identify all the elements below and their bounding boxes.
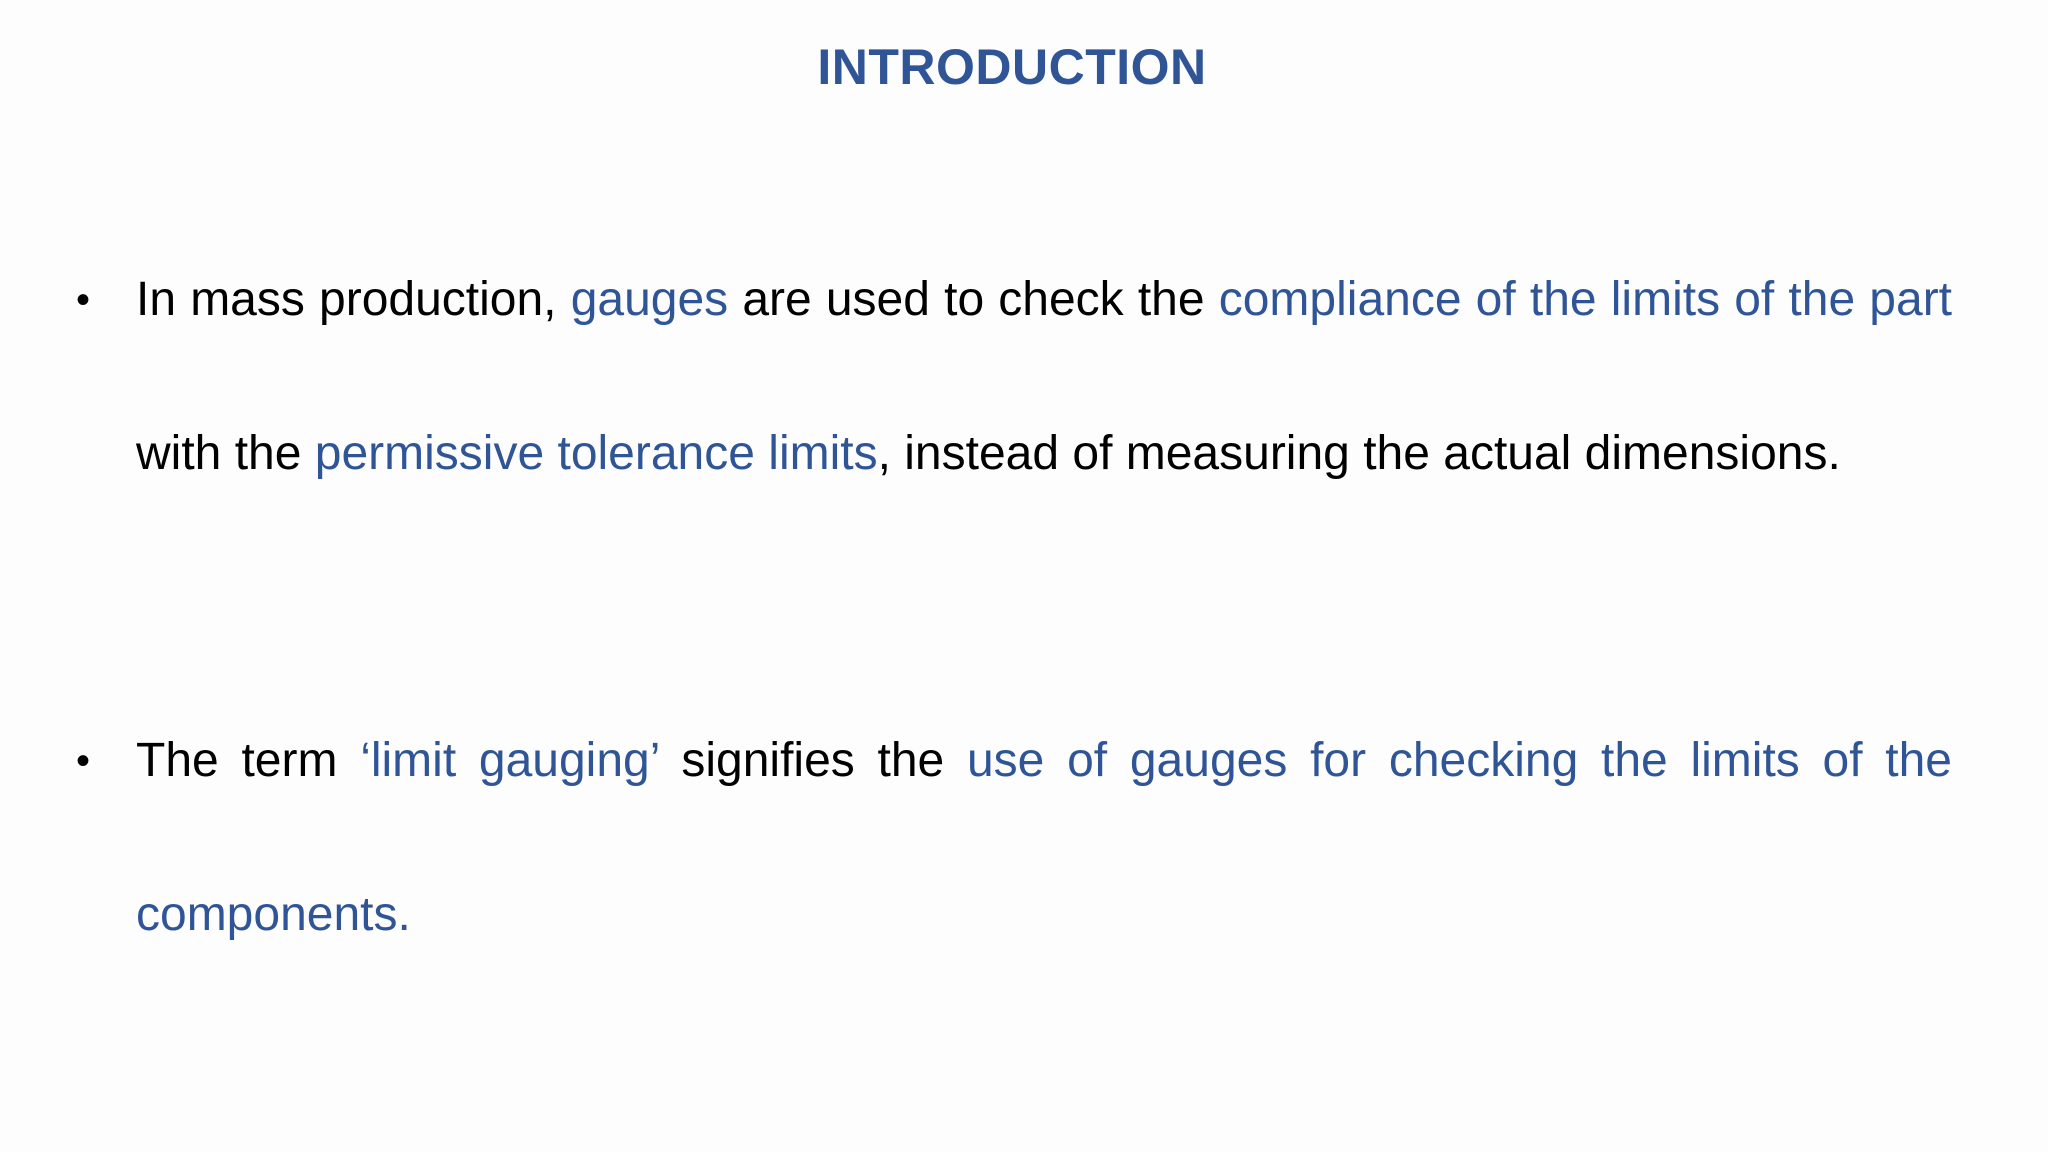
highlight-segment: gauges: [570, 273, 729, 326]
highlight-segment: compliance of the limits of the part: [1218, 273, 1953, 326]
text-segment: with the: [136, 427, 315, 480]
text-segment: , instead of measuring the actual dimensions.: [877, 427, 1841, 480]
text-segment: In mass production,: [136, 273, 571, 326]
text-segment: The term: [136, 734, 361, 787]
bullet-item-mass-production: [76, 223, 1953, 531]
bullet-dot: •: [76, 739, 91, 783]
highlight-segment: ‘limit gauging’: [360, 734, 659, 787]
slide-title: INTRODUCTION: [817, 39, 1207, 95]
text-segment: signifies the: [658, 734, 967, 787]
text-segment: are used to check the: [728, 273, 1219, 326]
highlight-segment: permissive tolerance limits: [314, 427, 878, 480]
bullet-item-limit-gauging: [76, 684, 1952, 992]
highlight-segment: use of gauges for checking the limits of the components.: [136, 734, 1952, 941]
bullet-dot: •: [76, 278, 91, 322]
